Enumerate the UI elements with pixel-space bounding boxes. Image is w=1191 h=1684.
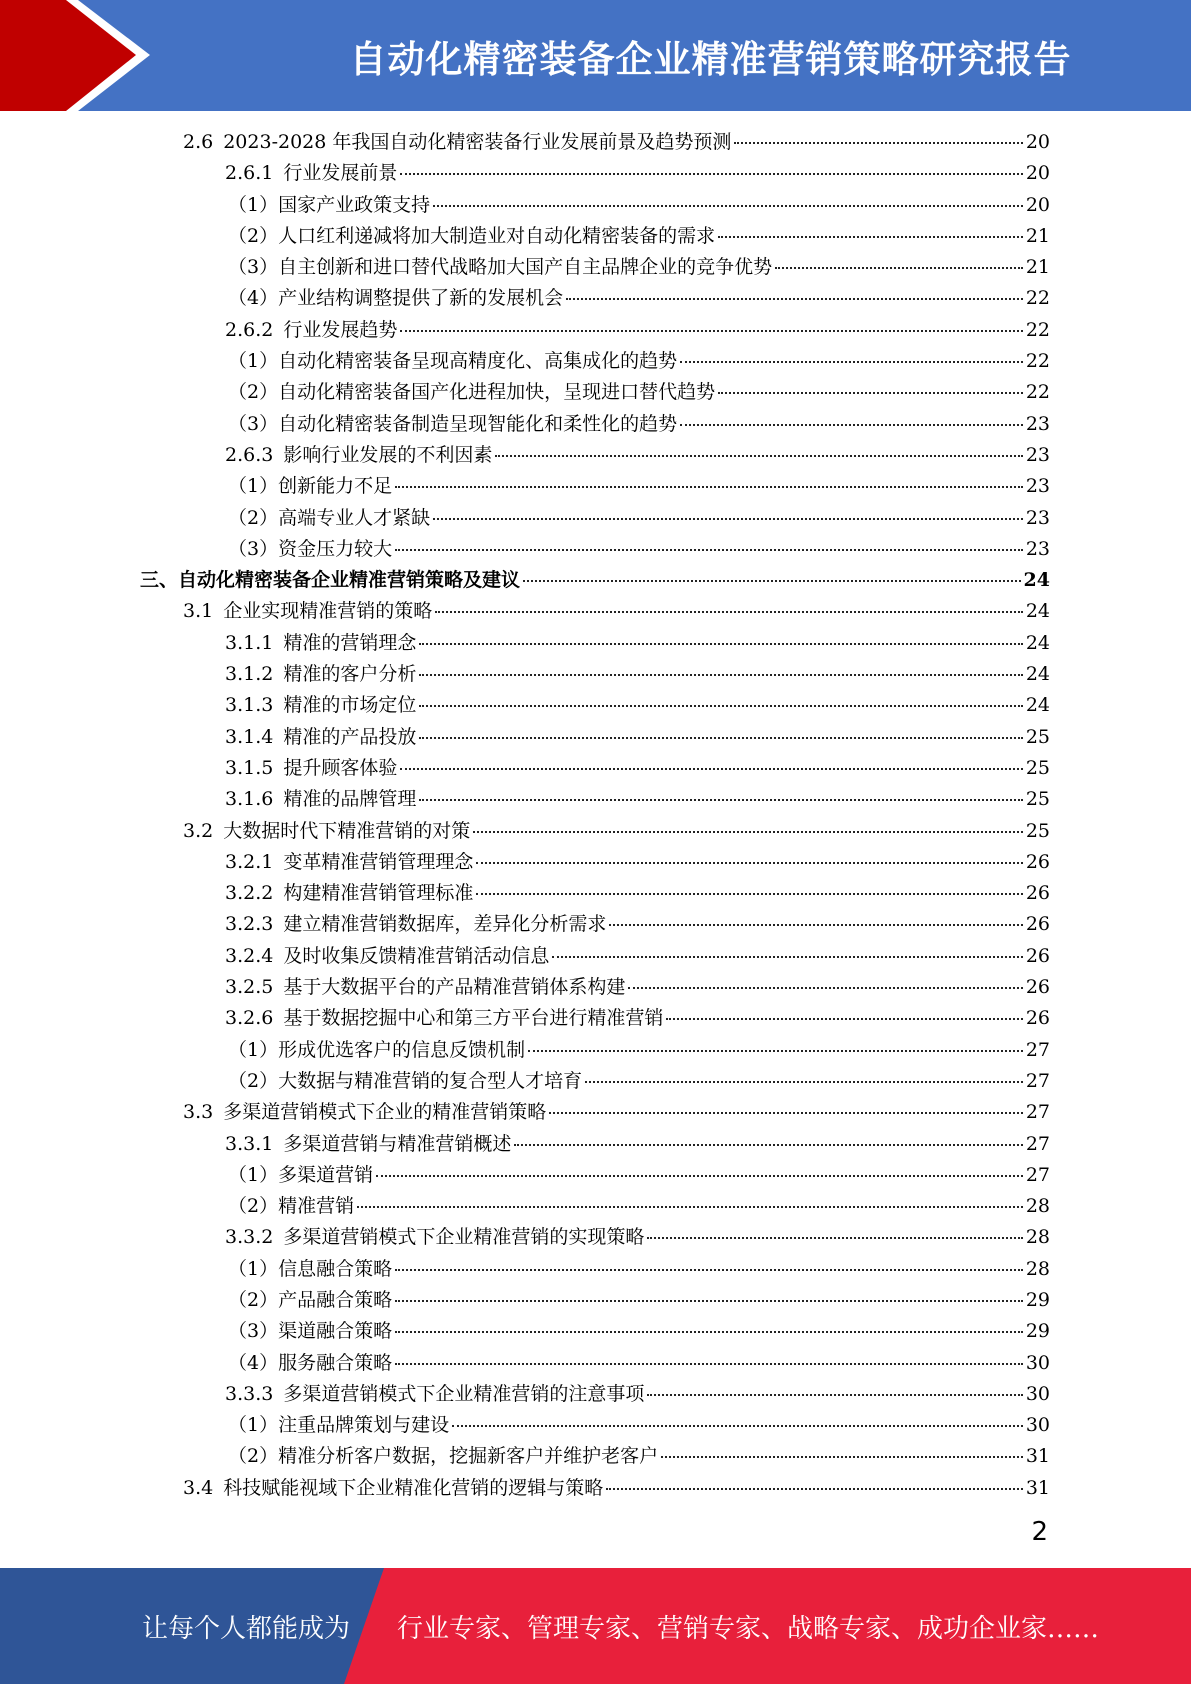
toc-leader-dots bbox=[395, 1300, 1023, 1302]
toc-entry-number: 2.6 bbox=[183, 131, 214, 153]
toc-entry-number: （4） bbox=[228, 1351, 279, 1374]
toc-entry-title bbox=[228, 1191, 354, 1222]
toc-leader-dots bbox=[476, 893, 1022, 895]
toc-entry-text: 国家产业政策支持 bbox=[278, 193, 431, 216]
toc-leader-dots bbox=[376, 1175, 1023, 1177]
toc-entry-number: 3.3.1 bbox=[225, 1132, 274, 1155]
toc-leader-dots bbox=[400, 768, 1022, 770]
toc-entry-number: （3） bbox=[228, 412, 279, 435]
toc-entry-title bbox=[225, 1379, 644, 1410]
toc-entry[interactable] bbox=[140, 503, 1050, 534]
page-number: 2 bbox=[1031, 1517, 1048, 1547]
toc-entry-title bbox=[228, 283, 563, 314]
toc-entry-page: 26 bbox=[1025, 850, 1050, 873]
toc-entry[interactable] bbox=[140, 941, 1050, 972]
toc-entry-number: 3.1.3 bbox=[225, 694, 274, 717]
toc-leader-dots bbox=[523, 580, 1021, 582]
toc-entry-text: 三、自动化精密装备企业精准营销策略及建议 bbox=[140, 569, 521, 592]
toc-entry-title bbox=[140, 565, 520, 596]
toc-entry-page: 27 bbox=[1025, 1069, 1050, 1092]
toc-entry-page: 23 bbox=[1025, 475, 1050, 498]
toc-entry-text: 大数据时代下精准营销的对策 bbox=[223, 819, 471, 842]
toc-entry-page: 22 bbox=[1025, 318, 1050, 341]
toc-leader-dots bbox=[552, 956, 1022, 958]
toc-entry-page: 25 bbox=[1025, 756, 1050, 779]
toc-entry-title bbox=[228, 1285, 392, 1316]
toc-entry-title bbox=[228, 377, 715, 408]
toc-entry-title bbox=[228, 409, 677, 440]
toc-entry[interactable] bbox=[140, 690, 1050, 721]
toc-entry[interactable] bbox=[140, 1222, 1050, 1253]
toc-entry-page: 25 bbox=[1025, 725, 1050, 748]
toc-entry-title bbox=[228, 190, 430, 221]
toc-entry[interactable] bbox=[140, 878, 1050, 909]
toc-entry-page: 31 bbox=[1025, 1476, 1050, 1499]
toc-entry[interactable] bbox=[140, 1097, 1050, 1128]
toc-leader-dots bbox=[357, 1206, 1023, 1208]
toc-entry-title bbox=[228, 534, 392, 565]
toc-entry-page: 23 bbox=[1025, 537, 1050, 560]
toc-entry-number: 3.2 bbox=[183, 819, 214, 842]
toc-entry-title bbox=[228, 503, 430, 534]
toc-entry-title bbox=[228, 1348, 392, 1379]
toc-entry-text: 多渠道营销 bbox=[278, 1163, 374, 1186]
toc-entry-title bbox=[228, 471, 392, 502]
toc-entry-text: 建立精准营销数据库，差异化分析需求 bbox=[283, 913, 607, 936]
toc-entry-text: 自主创新和进口替代战略加大国产自主品牌企业的竞争优势 bbox=[278, 256, 773, 279]
toc-entry-number: 3.1.1 bbox=[225, 631, 274, 654]
toc-entry-page: 24 bbox=[1025, 663, 1050, 686]
toc-entry-page: 23 bbox=[1025, 506, 1050, 529]
toc-entry-text: 精准的品牌管理 bbox=[283, 788, 417, 811]
toc-entry[interactable] bbox=[140, 1003, 1050, 1034]
toc-entry-title bbox=[225, 722, 416, 753]
toc-leader-dots bbox=[400, 173, 1022, 175]
toc-entry-text: 自动化精密装备国产化进程加快，呈现进口替代趋势 bbox=[278, 381, 716, 404]
toc-entry[interactable] bbox=[140, 127, 1050, 158]
toc-entry-page: 21 bbox=[1025, 256, 1050, 279]
toc-entry[interactable] bbox=[140, 1129, 1050, 1160]
toc-entry-page: 27 bbox=[1025, 1163, 1050, 1186]
toc-entry-title bbox=[183, 127, 731, 158]
toc-entry[interactable] bbox=[140, 315, 1050, 346]
toc-entry[interactable] bbox=[140, 1035, 1050, 1066]
toc-entry-page: 27 bbox=[1025, 1132, 1050, 1155]
toc-entry-title bbox=[225, 941, 549, 972]
toc-leader-dots bbox=[585, 1081, 1023, 1083]
toc-entry-text: 大数据与精准营销的复合型人才培育 bbox=[278, 1069, 583, 1092]
toc-entry[interactable] bbox=[140, 158, 1050, 189]
toc-entry-text: 构建精准营销管理标准 bbox=[283, 882, 474, 905]
toc-entry-text: 多渠道营销与精准营销概述 bbox=[283, 1132, 512, 1155]
toc-entry-text: 基于数据挖掘中心和第三方平台进行精准营销 bbox=[283, 1007, 664, 1030]
toc-entry-text: 多渠道营销模式下企业的精准营销策略 bbox=[223, 1101, 547, 1124]
toc-leader-dots bbox=[666, 1018, 1022, 1020]
toc-leader-dots bbox=[433, 205, 1023, 207]
toc-entry[interactable] bbox=[140, 722, 1050, 753]
toc-entry[interactable] bbox=[140, 628, 1050, 659]
toc-entry[interactable] bbox=[140, 1254, 1050, 1285]
header-banner bbox=[0, 0, 1191, 111]
toc-entry-text: 精准的营销理念 bbox=[283, 631, 417, 654]
toc-entry-title bbox=[228, 1316, 392, 1347]
toc-entry[interactable] bbox=[140, 534, 1050, 565]
toc-entry-title bbox=[183, 596, 432, 627]
toc-entry-text: 资金压力较大 bbox=[278, 537, 393, 560]
toc-entry-text: 自动化精密装备制造呈现智能化和柔性化的趋势 bbox=[278, 412, 678, 435]
toc-entry-page: 26 bbox=[1025, 944, 1050, 967]
toc-entry-title bbox=[225, 784, 416, 815]
toc-leader-dots bbox=[680, 424, 1023, 426]
toc-entry[interactable] bbox=[140, 1379, 1050, 1410]
toc-entry-page: 23 bbox=[1025, 412, 1050, 435]
toc-entry-title bbox=[225, 628, 416, 659]
toc-entry-number: 3.3.3 bbox=[225, 1382, 274, 1405]
toc-entry-title bbox=[228, 252, 772, 283]
toc-entry-title bbox=[225, 440, 492, 471]
toc-entry-text: 自动化精密装备呈现高精度化、高集成化的趋势 bbox=[278, 350, 678, 373]
toc-leader-dots bbox=[606, 1488, 1023, 1490]
toc-leader-dots bbox=[419, 674, 1022, 676]
toc-entry-page: 27 bbox=[1025, 1038, 1050, 1061]
toc-entry-number: 3.2.3 bbox=[225, 913, 274, 936]
toc-entry-text: 科技赋能视域下企业精准化营销的逻辑与策略 bbox=[223, 1476, 604, 1499]
toc-leader-dots bbox=[395, 486, 1023, 488]
toc-entry-number: 3.1.2 bbox=[225, 663, 274, 686]
toc-entry-number: （2） bbox=[228, 224, 279, 247]
toc-entry-page: 25 bbox=[1025, 788, 1050, 811]
toc-leader-dots bbox=[452, 1425, 1023, 1427]
toc-entry-number: （1） bbox=[228, 1414, 279, 1437]
toc-entry-number: （1） bbox=[228, 1038, 279, 1061]
toc-entry-title bbox=[225, 158, 397, 189]
table-of-contents bbox=[140, 127, 1050, 1504]
toc-entry-title bbox=[225, 909, 606, 940]
toc-entry-text: 企业实现精准营销的策略 bbox=[223, 600, 433, 623]
toc-entry[interactable] bbox=[140, 190, 1050, 221]
toc-entry[interactable] bbox=[140, 1316, 1050, 1347]
toc-entry-number: （3） bbox=[228, 1320, 279, 1343]
toc-entry-page: 24 bbox=[1025, 600, 1050, 623]
toc-entry-title bbox=[228, 346, 677, 377]
toc-entry[interactable] bbox=[140, 847, 1050, 878]
toc-entry-number: 3.1.6 bbox=[225, 788, 274, 811]
toc-entry-number: （2） bbox=[228, 506, 279, 529]
toc-entry-title bbox=[225, 753, 397, 784]
footer-roles: 行业专家、管理专家、营销专家、战略专家、成功企业家…… bbox=[397, 1613, 1100, 1644]
toc-leader-dots bbox=[473, 831, 1023, 833]
footer-slogan: 让每个人都能成为 bbox=[142, 1613, 351, 1644]
toc-entry[interactable] bbox=[140, 283, 1050, 314]
toc-entry-text: 注重品牌策划与建设 bbox=[278, 1414, 450, 1437]
toc-entry-page: 25 bbox=[1025, 819, 1050, 842]
toc-entry-text: 行业发展前景 bbox=[283, 162, 398, 185]
toc-entry-title bbox=[228, 1410, 449, 1441]
toc-entry-text: 2023-2028 年我国自动化精密装备行业发展前景及趋势预测 bbox=[223, 131, 732, 153]
toc-entry-text: 服务融合策略 bbox=[278, 1351, 393, 1374]
toc-entry-number: （2） bbox=[228, 1195, 279, 1218]
toc-entry-page: 27 bbox=[1025, 1101, 1050, 1124]
toc-leader-dots bbox=[476, 862, 1022, 864]
toc-leader-dots bbox=[395, 1363, 1023, 1365]
toc-entry-text: 影响行业发展的不利因素 bbox=[283, 443, 493, 466]
toc-entry-title bbox=[228, 1035, 525, 1066]
toc-entry-number: 2.6.3 bbox=[225, 443, 274, 466]
toc-leader-dots bbox=[647, 1237, 1022, 1239]
toc-entry-page: 28 bbox=[1025, 1226, 1050, 1249]
toc-entry-page: 26 bbox=[1025, 976, 1050, 999]
toc-entry-text: 人口红利递减将加大制造业对自动化精密装备的需求 bbox=[278, 224, 716, 247]
toc-entry-number: 3.2.2 bbox=[225, 882, 274, 905]
toc-leader-dots bbox=[609, 924, 1022, 926]
toc-leader-dots bbox=[514, 1144, 1022, 1146]
toc-entry-page: 26 bbox=[1025, 1007, 1050, 1030]
toc-entry-number: （2） bbox=[228, 381, 279, 404]
toc-entry[interactable] bbox=[140, 1191, 1050, 1222]
toc-entry-page: 24 bbox=[1025, 694, 1050, 717]
toc-entry-title bbox=[225, 972, 625, 1003]
toc-entry[interactable] bbox=[140, 972, 1050, 1003]
toc-entry-page: 30 bbox=[1025, 1382, 1050, 1405]
toc-entry-text: 精准营销 bbox=[278, 1195, 355, 1218]
toc-entry-number: （3） bbox=[228, 537, 279, 560]
toc-entry-number: （1） bbox=[228, 475, 279, 498]
toc-entry-number: 3.2.6 bbox=[225, 1007, 274, 1030]
toc-entry[interactable] bbox=[140, 816, 1050, 847]
toc-entry[interactable] bbox=[140, 440, 1050, 471]
toc-entry-number: 3.1.5 bbox=[225, 756, 274, 779]
toc-leader-dots bbox=[395, 549, 1023, 551]
toc-entry-text: 变革精准营销管理理念 bbox=[283, 850, 474, 873]
toc-entry-number: （2） bbox=[228, 1445, 279, 1468]
toc-entry-title bbox=[183, 1473, 603, 1504]
toc-entry-title bbox=[228, 1160, 373, 1191]
toc-entry-text: 精准的市场定位 bbox=[283, 694, 417, 717]
toc-entry[interactable] bbox=[140, 221, 1050, 252]
toc-entry-page: 24 bbox=[1025, 631, 1050, 654]
toc-entry-page: 23 bbox=[1025, 443, 1050, 466]
toc-entry-text: 及时收集反馈精准营销活动信息 bbox=[283, 944, 550, 967]
toc-entry-title bbox=[225, 690, 416, 721]
toc-entry-number: 3.2.1 bbox=[225, 850, 274, 873]
toc-entry-title bbox=[225, 847, 473, 878]
toc-entry[interactable] bbox=[140, 784, 1050, 815]
toc-entry-page: 29 bbox=[1025, 1288, 1050, 1311]
toc-entry-page: 26 bbox=[1025, 882, 1050, 905]
toc-leader-dots bbox=[419, 799, 1022, 801]
toc-entry-page: 20 bbox=[1025, 131, 1050, 153]
toc-entry-number: （2） bbox=[228, 1288, 279, 1311]
toc-entry-page: 30 bbox=[1025, 1351, 1050, 1374]
toc-entry-page: 28 bbox=[1025, 1257, 1050, 1280]
toc-entry-text: 创新能力不足 bbox=[278, 475, 393, 498]
toc-entry-title bbox=[225, 878, 473, 909]
toc-entry[interactable] bbox=[140, 252, 1050, 283]
toc-entry-number: 3.2.5 bbox=[225, 976, 274, 999]
toc-entry-page: 24 bbox=[1023, 569, 1050, 592]
toc-entry[interactable] bbox=[140, 596, 1050, 627]
toc-entry[interactable] bbox=[140, 1348, 1050, 1379]
toc-entry-number: （2） bbox=[228, 1069, 279, 1092]
toc-entry-title bbox=[225, 315, 397, 346]
toc-entry-text: 精准的产品投放 bbox=[283, 725, 417, 748]
toc-entry-text: 形成优选客户的信息反馈机制 bbox=[278, 1038, 526, 1061]
toc-entry-number: 3.4 bbox=[183, 1476, 214, 1499]
toc-entry-title bbox=[183, 1097, 546, 1128]
toc-entry-page: 28 bbox=[1025, 1195, 1050, 1218]
toc-entry-title bbox=[228, 1441, 658, 1472]
toc-entry[interactable] bbox=[140, 409, 1050, 440]
toc-leader-dots bbox=[680, 361, 1023, 363]
toc-entry-text: 行业发展趋势 bbox=[283, 318, 398, 341]
toc-leader-dots bbox=[528, 1050, 1023, 1052]
toc-leader-dots bbox=[734, 142, 1022, 144]
toc-entry-text: 精准的客户分析 bbox=[283, 663, 417, 686]
toc-leader-dots bbox=[419, 643, 1022, 645]
toc-entry-number: （4） bbox=[228, 287, 279, 310]
toc-entry-number: （3） bbox=[228, 256, 279, 279]
toc-entry[interactable] bbox=[140, 377, 1050, 408]
toc-leader-dots bbox=[775, 267, 1023, 269]
toc-entry-title bbox=[183, 816, 470, 847]
toc-entry[interactable] bbox=[140, 909, 1050, 940]
toc-leader-dots bbox=[395, 1331, 1023, 1333]
toc-entry-number: （1） bbox=[228, 1163, 279, 1186]
toc-leader-dots bbox=[435, 611, 1023, 613]
toc-entry-page: 21 bbox=[1025, 224, 1050, 247]
toc-entry-title bbox=[228, 1254, 392, 1285]
toc-entry-title bbox=[225, 1129, 511, 1160]
toc-entry-text: 高端专业人才紧缺 bbox=[278, 506, 431, 529]
toc-entry-page: 20 bbox=[1025, 162, 1050, 185]
toc-entry-text: 产业结构调整提供了新的发展机会 bbox=[278, 287, 564, 310]
toc-leader-dots bbox=[395, 1269, 1023, 1271]
toc-entry-number: 3.3.2 bbox=[225, 1226, 274, 1249]
toc-entry-text: 基于大数据平台的产品精准营销体系构建 bbox=[283, 976, 626, 999]
toc-entry[interactable] bbox=[140, 565, 1050, 596]
toc-entry-text: 多渠道营销模式下企业精准营销的实现策略 bbox=[283, 1226, 645, 1249]
toc-leader-dots bbox=[495, 455, 1022, 457]
toc-entry[interactable] bbox=[140, 659, 1050, 690]
toc-entry-number: （1） bbox=[228, 1257, 279, 1280]
toc-entry-number: 3.1 bbox=[183, 600, 214, 623]
toc-leader-dots bbox=[433, 518, 1023, 520]
toc-entry-number: （1） bbox=[228, 193, 279, 216]
toc-entry-number: 2.6.2 bbox=[225, 318, 274, 341]
toc-leader-dots bbox=[549, 1112, 1023, 1114]
toc-entry-text: 信息融合策略 bbox=[278, 1257, 393, 1280]
toc-leader-dots bbox=[400, 330, 1022, 332]
toc-leader-dots bbox=[419, 737, 1022, 739]
toc-entry[interactable] bbox=[140, 1066, 1050, 1097]
toc-entry-number: 3.2.4 bbox=[225, 944, 274, 967]
header-title: 自动化精密装备企业精准营销策略研究报告 bbox=[349, 37, 1072, 81]
toc-leader-dots bbox=[718, 236, 1023, 238]
toc-entry-title bbox=[228, 221, 715, 252]
toc-entry-text: 提升顾客体验 bbox=[283, 756, 398, 779]
toc-entry[interactable] bbox=[140, 1441, 1050, 1472]
toc-entry[interactable] bbox=[140, 1410, 1050, 1441]
toc-entry-page: 22 bbox=[1025, 350, 1050, 373]
toc-entry-page: 20 bbox=[1025, 193, 1050, 216]
toc-entry-text: 产品融合策略 bbox=[278, 1288, 393, 1311]
toc-entry[interactable] bbox=[140, 346, 1050, 377]
toc-entry-text: 多渠道营销模式下企业精准营销的注意事项 bbox=[283, 1382, 645, 1405]
toc-entry-page: 22 bbox=[1025, 381, 1050, 404]
toc-entry[interactable] bbox=[140, 1285, 1050, 1316]
toc-entry-title bbox=[228, 1066, 582, 1097]
toc-leader-dots bbox=[628, 987, 1022, 989]
toc-entry[interactable] bbox=[140, 753, 1050, 784]
toc-entry-number: 2.6.1 bbox=[225, 162, 274, 185]
toc-entry-text: 渠道融合策略 bbox=[278, 1320, 393, 1343]
toc-leader-dots bbox=[566, 298, 1023, 300]
toc-entry-page: 31 bbox=[1025, 1445, 1050, 1468]
toc-entry-page: 22 bbox=[1025, 287, 1050, 310]
toc-leader-dots bbox=[419, 705, 1022, 707]
toc-entry-page: 29 bbox=[1025, 1320, 1050, 1343]
footer-banner bbox=[0, 1568, 1191, 1684]
toc-entry[interactable] bbox=[140, 471, 1050, 502]
toc-entry-title bbox=[225, 1003, 663, 1034]
toc-entry-page: 30 bbox=[1025, 1414, 1050, 1437]
toc-entry-number: （1） bbox=[228, 350, 279, 373]
toc-entry-text: 精准分析客户数据，挖掘新客户并维护老客户 bbox=[278, 1445, 659, 1468]
toc-entry-page: 26 bbox=[1025, 913, 1050, 936]
toc-entry-title bbox=[225, 659, 416, 690]
toc-leader-dots bbox=[647, 1394, 1022, 1396]
toc-leader-dots bbox=[661, 1456, 1023, 1458]
toc-leader-dots bbox=[718, 392, 1023, 394]
toc-entry[interactable] bbox=[140, 1160, 1050, 1191]
toc-entry[interactable] bbox=[140, 1473, 1050, 1504]
toc-entry-title bbox=[225, 1222, 644, 1253]
toc-entry-number: 3.3 bbox=[183, 1101, 214, 1124]
toc-entry-number: 3.1.4 bbox=[225, 725, 274, 748]
